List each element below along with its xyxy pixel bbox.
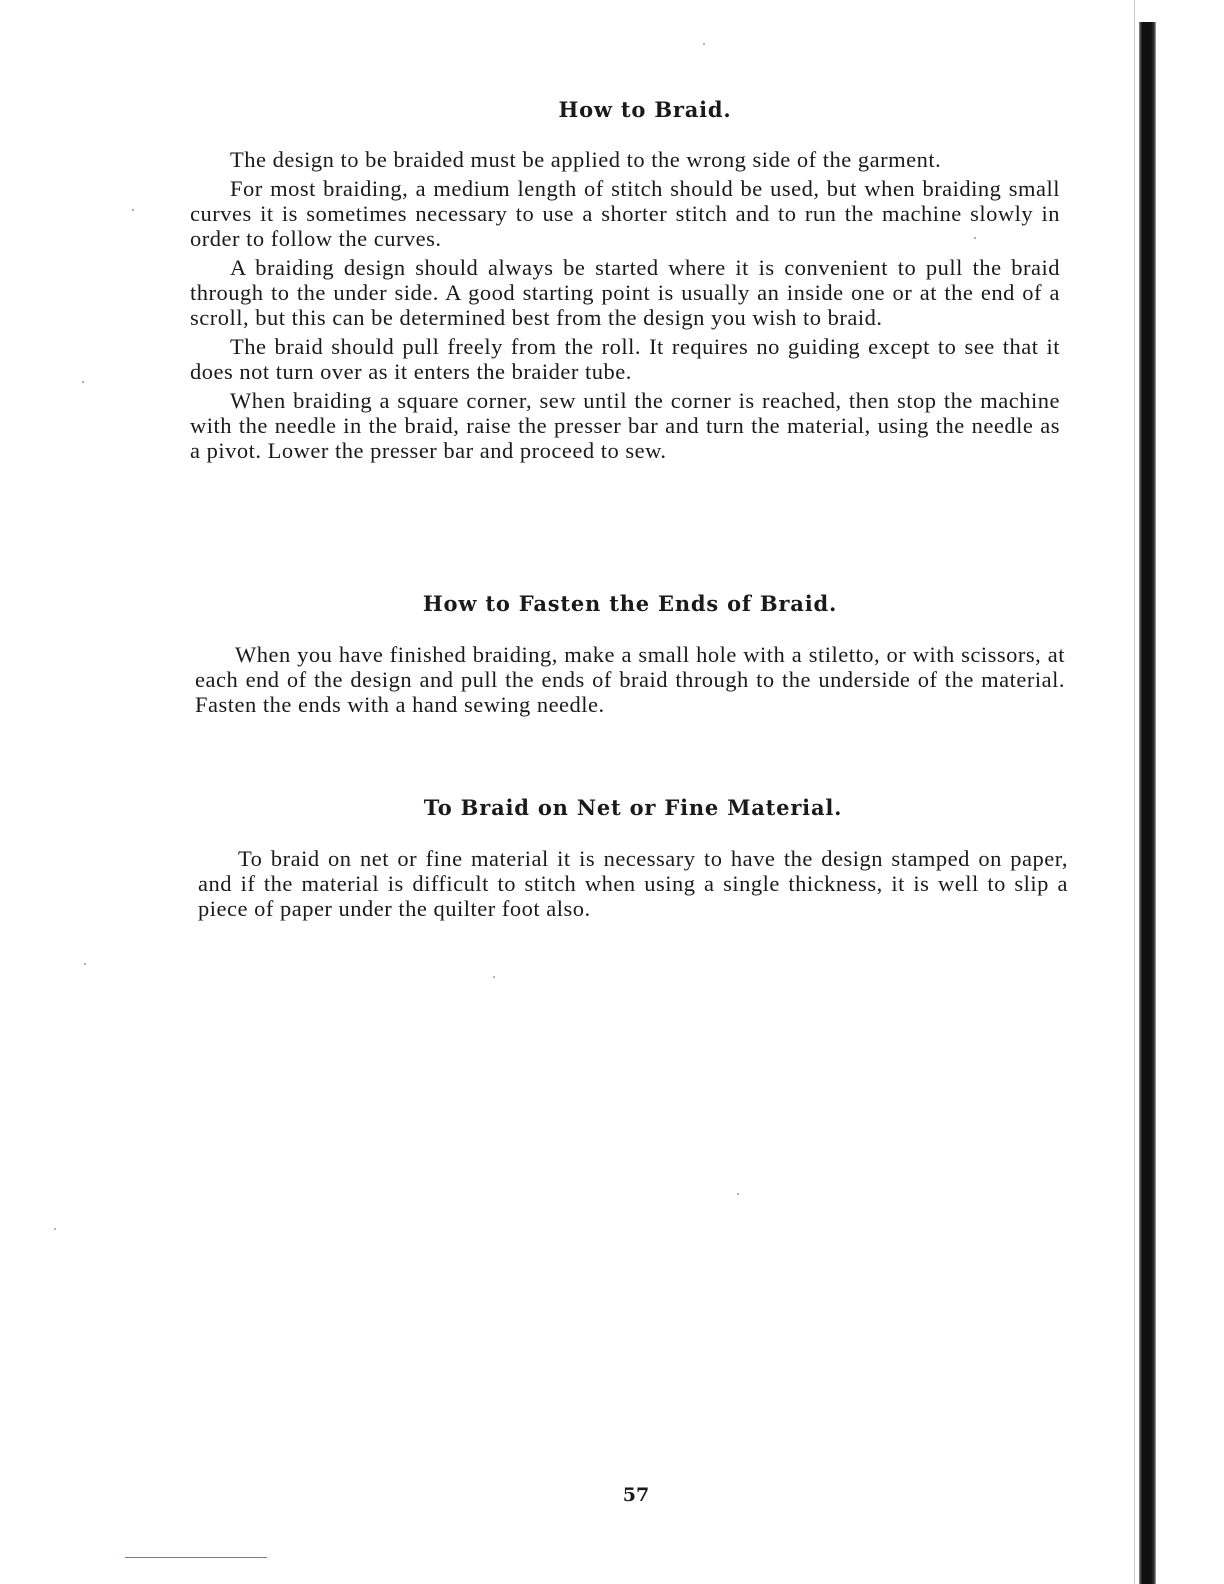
section-heading: How to Braid. bbox=[558, 97, 732, 122]
scan-edge-line bbox=[1134, 0, 1135, 1584]
section-heading: To Braid on Net or Fine Material. bbox=[423, 795, 843, 820]
scan-speck bbox=[703, 43, 705, 45]
paragraph: To braid on net or fine material it is necessary to have the design stamped on paper, and if the material is difficult to stitch when using a single thickness, it is well to slip a piece of paper under the quilter foot also. bbox=[198, 846, 1068, 921]
section-fasten-ends bbox=[195, 591, 1065, 721]
scan-speck bbox=[82, 381, 84, 383]
section-heading: How to Fasten the Ends of Braid. bbox=[422, 591, 838, 616]
section-net-fine-material bbox=[198, 795, 1068, 925]
scan-speck bbox=[974, 237, 976, 239]
scan-speck bbox=[54, 1228, 56, 1230]
paragraph: A braiding design should always be started where it is convenient to pull the braid through to the under side. A good starting point is usually an inside one or at the end of a scroll, but this can be determined best from the design you wish to braid. bbox=[190, 255, 1060, 330]
page-number: 57 bbox=[622, 1484, 650, 1506]
scan-binding-edge bbox=[1139, 22, 1156, 1584]
paragraph: The design to be braided must be applied to the wrong side of the garment. bbox=[230, 147, 942, 172]
paragraph: When braiding a square corner, sew until the corner is reached, then stop the machine with the needle in the braid, raise the presser bar and turn the material, using the needle as a pivot. Lower the presser bar and proceed to sew. bbox=[190, 388, 1060, 463]
section-how-to-braid bbox=[190, 97, 1060, 467]
scan-speck bbox=[132, 209, 134, 211]
footer-rule bbox=[125, 1557, 267, 1558]
paragraph: For most braiding, a medium length of stitch should be used, but when braiding small curves it is sometimes necessary to use a shorter stitch and to run the machine slowly in order to follow the curves. bbox=[190, 176, 1060, 251]
paragraph: When you have finished braiding, make a small hole with a stiletto, or with scissors, at each end of the design and pull the ends of braid through to the underside of the material. Fasten the ends with a hand sewing needle. bbox=[195, 642, 1065, 717]
scan-speck bbox=[493, 976, 495, 978]
scan-speck bbox=[737, 1193, 739, 1195]
paragraph: The braid should pull freely from the roll. It requires no guiding except to see that it does not turn over as it enters the braider tube. bbox=[190, 334, 1060, 384]
scan-speck bbox=[84, 963, 86, 965]
